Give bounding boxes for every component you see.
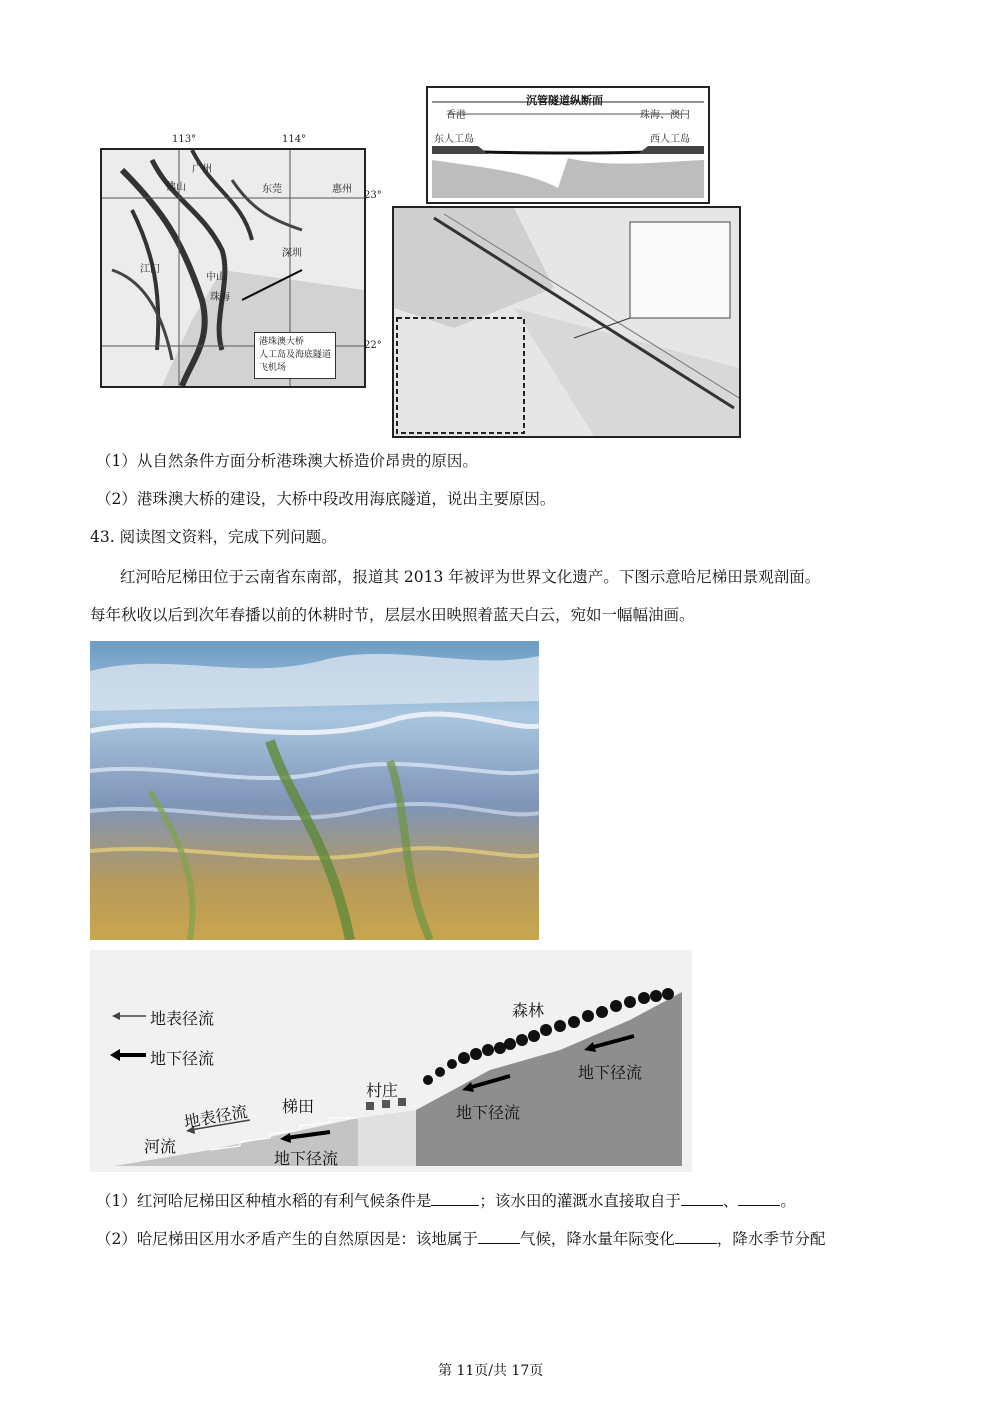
- lon-113: 113°: [172, 134, 197, 145]
- q43-sub2-part-b: 气候，降水量年际变化: [519, 1230, 675, 1248]
- place-foshan: 佛山: [166, 182, 186, 193]
- tunnel-location-map: [392, 206, 741, 438]
- legend-bridge: 港珠澳大桥: [259, 337, 305, 347]
- tunnel-map-graphic: [394, 208, 739, 436]
- q43-sub1-part-c: 、: [722, 1192, 739, 1210]
- legend-ground-runoff: 地下径流: [150, 1049, 215, 1068]
- answer-blank-2[interactable]: [681, 1191, 723, 1206]
- legend-tunnel: 人工岛及海底隧道: [259, 350, 332, 360]
- q43-sub1-part-b: ；该水田的灌溉水直接取自于: [479, 1192, 681, 1210]
- label-river: 河流: [144, 1137, 177, 1156]
- q43-sub1-part-d: 。: [780, 1192, 796, 1210]
- q43-paragraph-line2: 每年秋收以后到次年春播以前的休耕时节，层层水田映照着蓝天白云，宛如一幅幅油画。: [90, 606, 695, 624]
- place-huizhou: 惠州: [332, 184, 352, 195]
- place-guangzhou: 广州: [192, 164, 212, 175]
- tunnel-west-island: 西人工岛: [650, 134, 690, 145]
- legend-surface-runoff: 地表径流: [150, 1009, 215, 1028]
- place-zhongshan: 中山: [206, 272, 226, 283]
- q43-sub2-part-a: （2）哈尼梯田区用水矛盾产生的自然原因是：该地属于: [96, 1230, 478, 1248]
- tunnel-profile-title: 沉管隧道纵断面: [526, 94, 603, 107]
- answer-blank-1[interactable]: [431, 1191, 479, 1206]
- place-jiangmen: 江门: [140, 264, 160, 275]
- terrace-photo-graphic: [90, 641, 539, 940]
- q42-sub2: （2）港珠澳大桥的建设，大桥中段改用海底隧道，说出主要原因。: [96, 490, 556, 508]
- label-ground-runoff-3: 地下径流: [578, 1063, 643, 1082]
- place-shenzhen: 深圳: [282, 248, 302, 259]
- label-surface-runoff: 地表径流: [182, 1101, 249, 1132]
- answer-blank-4[interactable]: [478, 1229, 520, 1244]
- terrace-landscape-profile: [90, 950, 692, 1172]
- label-terrace: 梯田: [282, 1097, 315, 1116]
- tunnel-profile-inset: [426, 86, 710, 204]
- label-ground-runoff-2: 地下径流: [456, 1103, 521, 1122]
- label-forest: 森林: [512, 1001, 545, 1020]
- map-legend: [254, 332, 336, 379]
- q43-paragraph-line1: 红河哈尼梯田位于云南省东南部，报道其 2013 年被评为世界文化遗产。下图示意哈尼梯田景观剖面。: [120, 568, 821, 586]
- answer-blank-5[interactable]: [675, 1229, 717, 1244]
- place-zhuhai: 珠海: [210, 292, 230, 303]
- terrace-photo: [90, 641, 539, 940]
- label-village: 村庄: [366, 1081, 399, 1100]
- place-dongguan: 东莞: [262, 184, 282, 195]
- tunnel-east-island: 东人工岛: [434, 134, 474, 145]
- q43-sub2-part-c: ，降水季节分配: [716, 1230, 826, 1248]
- pearl-river-delta-map: [100, 148, 366, 388]
- tunnel-profile-graphic: [428, 88, 708, 202]
- q43-sub2: [96, 1228, 825, 1250]
- page-footer: 第 11页/共 17页: [438, 1363, 544, 1379]
- lon-114: 114°: [282, 134, 307, 145]
- q42-sub1: （1）从自然条件方面分析港珠澳大桥造价昂贵的原因。: [96, 452, 478, 470]
- tunnel-left-end: 香港: [446, 110, 466, 121]
- lat-23: 23°: [364, 190, 382, 201]
- tunnel-right-end: 珠海、澳门: [640, 110, 690, 121]
- q43-sub1: [96, 1190, 796, 1212]
- answer-blank-3[interactable]: [738, 1191, 780, 1206]
- q43-sub1-part-a: （1）红河哈尼梯田区种植水稻的有利气候条件是: [96, 1192, 432, 1210]
- q43-header: 43. 阅读图文资料，完成下列问题。: [90, 528, 337, 546]
- label-ground-runoff-1: 地下径流: [274, 1149, 339, 1168]
- legend-airport: 飞机场: [259, 363, 287, 373]
- lat-22: 22°: [364, 340, 382, 351]
